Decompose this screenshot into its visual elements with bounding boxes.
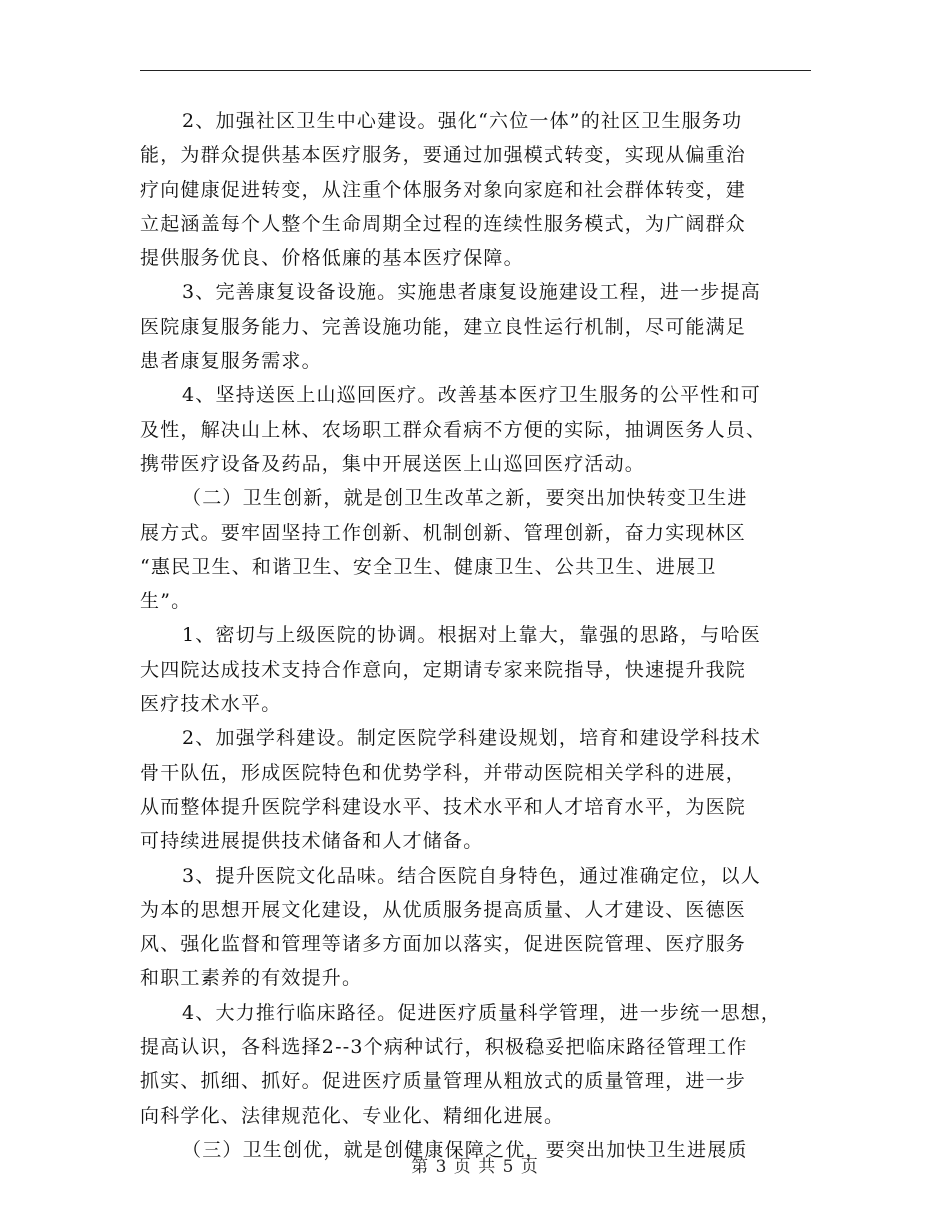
text-line: 从而整体提升医院学科建设水平、技术水平和人才培育水平，为医院 [140, 795, 747, 818]
text-line: 提高认识，各科选择2--3个病种试行，积极稳妥把临床路径管理工作 [140, 1036, 748, 1059]
text-line: （二）卫生创新，就是创卫生改革之新，要突出加快转变卫生进 [182, 487, 748, 510]
text-line: 可持续进展提供技术储备和人才储备。 [140, 830, 484, 853]
text-line: 2、加强社区卫生中心建设。强化“六位一体”的社区卫生服务功 [182, 110, 743, 132]
text-line: （三）卫生创优，就是创健康保障之优，要突出加快卫生进展质 [182, 1138, 748, 1161]
text-line: 抓实、抓细、抓好。促进医疗质量管理从粗放式的质量管理，进一步 [140, 1070, 747, 1093]
text-line: 3、提升医院文化品味。结合医院自身特色，通过准确定位，以人 [182, 864, 761, 887]
text-line: 为本的思想开展文化建设，从优质服务提高质量、人才建设、医德医 [140, 898, 747, 921]
text-line: 向科学化、法律规范化、专业化、精细化进展。 [140, 1104, 565, 1127]
text-line: 和职工素养的有效提升。 [140, 967, 363, 990]
text-line: 生”。 [140, 590, 192, 613]
text-line: 医疗技术水平。 [140, 693, 282, 716]
body-text [140, 104, 811, 1167]
header-rule [140, 70, 811, 71]
text-line: 1、密切与上级医院的协调。根据对上靠大，靠强的思路，与哈医 [182, 624, 761, 647]
text-line: 大四院达成技术支持合作意向，定期请专家来院指导，快速提升我院 [140, 658, 747, 681]
text-line: 能，为群众提供基本医疗服务，要通过加强模式转变，实现从偏重治 [140, 144, 747, 167]
text-line: 2、加强学科建设。制定医院学科建设规划，培育和建设学科技术 [182, 727, 761, 750]
text-line: 疗向健康促进转变，从注重个体服务对象向家庭和社会群体转变，建 [140, 178, 747, 201]
text-line: “惠民卫生、和谐卫生、安全卫生、健康卫生、公共卫生、进展卫 [140, 555, 717, 578]
text-line: 立起涵盖每个人整个生命周期全过程的连续性服务模式，为广阔群众 [140, 212, 747, 235]
text-line: 4、大力推行临床路径。促进医疗质量科学管理，进一步统一思想， [182, 1001, 782, 1024]
text-line: 展方式。要牢固坚持工作创新、机制创新、管理创新，奋力实现林区 [140, 521, 747, 544]
text-line: 提供服务优良、价格低廉的基本医疗保障。 [140, 247, 524, 270]
text-line: 3、完善康复设备设施。实施患者康复设施建设工程，进一步提高 [182, 281, 761, 304]
text-line: 骨干队伍，形成医院特色和优势学科，并带动医院相关学科的进展， [140, 761, 747, 784]
text-line: 患者康复服务需求。 [140, 350, 322, 373]
text-line: 携带医疗设备及药品，集中开展送医上山巡回医疗活动。 [140, 452, 646, 475]
text-line: 及性，解决山上林、农场职工群众看病不方便的实际，抽调医务人员、 [140, 418, 767, 441]
text-line: 医院康复服务能力、完善设施功能，建立良性运行机制，尽可能满足 [140, 315, 747, 338]
text-line: 4、坚持送医上山巡回医疗。改善基本医疗卫生服务的公平性和可 [182, 384, 761, 407]
page-footer: 第 3 页 共 5 页 [411, 1157, 539, 1177]
text-line: 风、强化监督和管理等诸多方面加以落实，促进医院管理、医疗服务 [140, 933, 747, 956]
